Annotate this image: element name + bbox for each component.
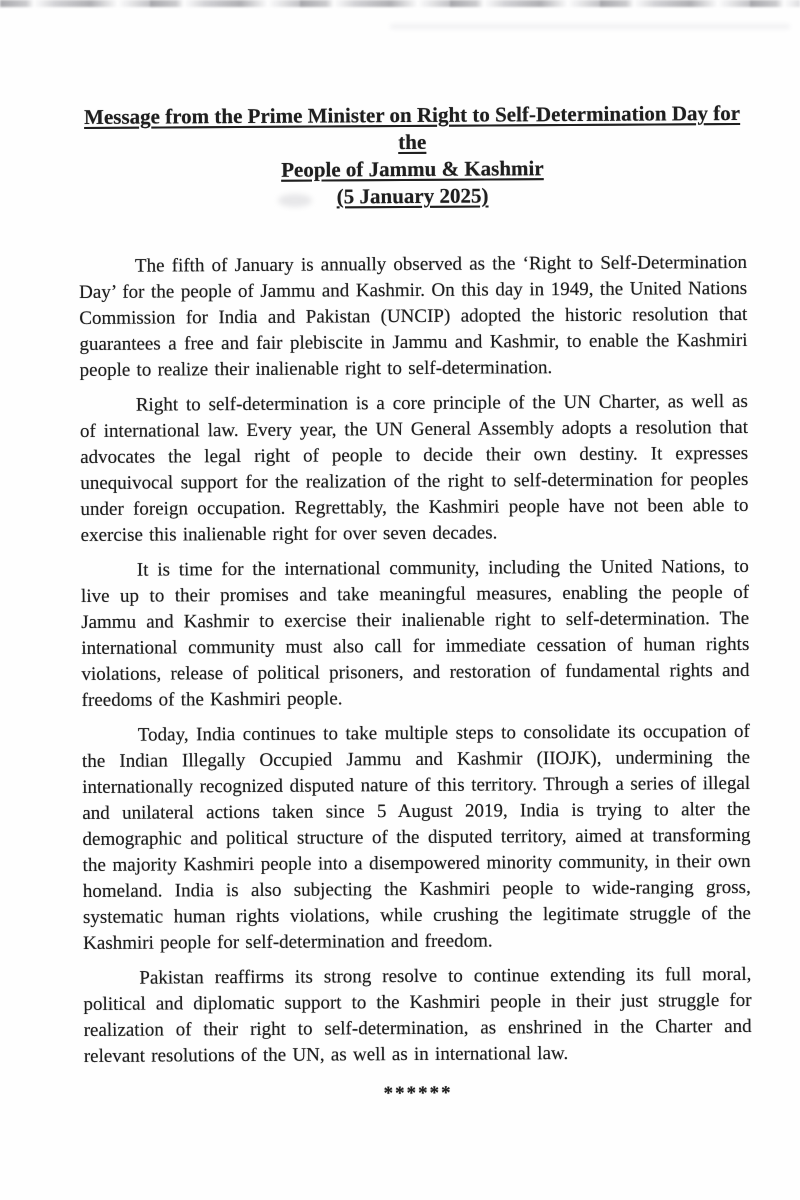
title-line-1: Message from the Prime Minister on Right to Self-Determination Day for the [84, 100, 741, 155]
paragraph-un-charter: Right to self-determination is a core principle of the UN Charter, as well as of international law. Every year, the UN General Assembly adopts a resolution that advocates the legal right of people to decide their own destiny. It expresses unequivocal support for the realization of the right to self-determination for peoples under foreign occupation. Regrettably, the Kashmiri people have not been able to exercise this inalienable right for over seven decades. [79, 390, 749, 546]
title-line-3: (5 January 2025) [336, 183, 489, 209]
document-content [78, 100, 752, 1107]
scan-artifact-top-band [0, 0, 800, 7]
paragraph-pakistan-support: Pakistan reaffirms its strong resolve to continue extending its full moral, political and diplomatic support to the Kashmiri people in their just struggle for realization of their right to self-determination, as enshrined in the Charter and relevant resolutions of the UN, as well as in international law. [83, 963, 752, 1067]
end-asterisks: ****** [383, 1082, 453, 1105]
paragraph-india-occupation: Today, India continues to take multiple steps to consolidate its occupation of the Indian Illegally Occupied Jammu and Kashmir (IIOJK), undermining the internationally recognized disputed nature of this territory. Through a series of illegal and unilateral actions taken since 5 August 2019, India is trying to alter the demographic and political structure of the disputed territory, aimed at transforming the majority Kashmiri people into a disempowered minority community, in their own homeland. India is also subjecting the Kashmiri people to wide-ranging gross, systematic human rights violations, while crushing the legitimate struggle of the Kashmiri people for self-determination and freedom. [81, 720, 752, 954]
paragraph-international-community: It is time for the international community, including the United Nations, to live up to their promises and take meaningful measures, enabling the people of Jammu and Kashmir to exercise their inalienable right to self-determination. The international community must also call for immediate cessation of human rights violations, release of political prisoners, and restoration of fundamental rights and freedoms of the Kashmiri people. [80, 555, 750, 711]
scan-artifact-streak [390, 24, 790, 29]
paragraph-observance: The fifth of January is annually observed as the ‘Right to Self-Determination Day’ for the people of Jammu and Kashmir. On this day in 1949, the United Nations Commission for India and Pakistan (UNCIP) adopted the historic resolution that guarantees a free and fair plebiscite in Jammu and Kashmir, to enable the Kashmiri people to realize their inalienable right to self-determination. [79, 251, 748, 381]
document-title [78, 100, 747, 212]
title-line-2: People of Jammu & Kashmir [281, 156, 544, 182]
